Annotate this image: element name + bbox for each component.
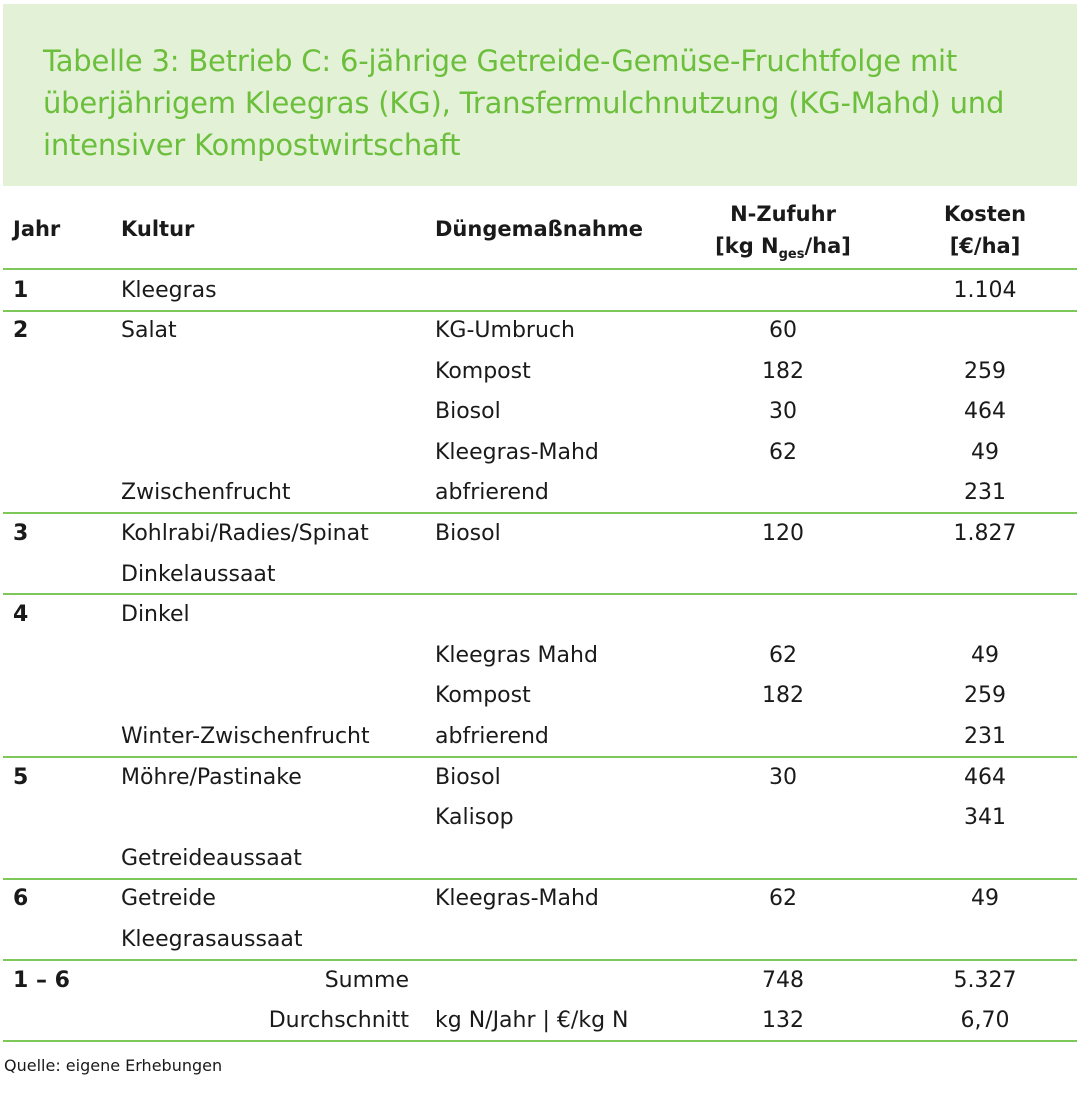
- cell-jahr: [13, 717, 103, 757]
- cell-kosten: 5.327: [953, 968, 1017, 993]
- cell-kultur: [121, 636, 431, 676]
- cell-kultur: [121, 352, 431, 392]
- rule-header: [3, 268, 1077, 270]
- table-row: [3, 392, 1077, 432]
- cell-jahr: 1 – 6: [13, 968, 70, 993]
- cell-n-zufuhr: [723, 473, 843, 513]
- table-row: [3, 271, 1077, 311]
- cell-jahr: [13, 433, 103, 473]
- header-kosten-line1: Kosten: [943, 202, 1027, 226]
- cell-kultur: Getreide: [121, 886, 216, 911]
- cell-kosten: [915, 920, 1055, 960]
- header-nzufuhr: [693, 198, 873, 271]
- cell-jahr: [13, 839, 103, 879]
- cell-kosten: 259: [964, 359, 1006, 384]
- cell-duengemassnahme: Kompost: [435, 359, 531, 384]
- cell-kultur: [121, 798, 431, 838]
- header-jahr: Jahr: [13, 217, 61, 241]
- cell-kultur: Dinkelaussaat: [121, 562, 276, 587]
- cell-jahr: 3: [13, 521, 29, 546]
- cell-duengemassnahme: Kompost: [435, 683, 531, 708]
- cell-n-zufuhr: 62: [769, 643, 797, 668]
- cell-kultur: Salat: [121, 318, 177, 343]
- cell-kultur: Möhre/Pastinake: [121, 765, 302, 790]
- cell-kosten: 341: [964, 805, 1006, 830]
- cell-kosten: 49: [971, 643, 999, 668]
- title-line-2: überjährigem Kleegras (KG), Transfermulchnutzung (KG-Mahd) und: [43, 86, 1005, 120]
- cell-jahr: [13, 392, 103, 432]
- cell-kultur: Kohlrabi/Radies/Spinat: [121, 521, 369, 546]
- cell-jahr: 4: [13, 602, 29, 627]
- table-row: [3, 839, 1077, 879]
- cell-n-zufuhr: [723, 920, 843, 960]
- cell-jahr: 5: [13, 765, 29, 790]
- table-row: [3, 595, 1077, 635]
- cell-n-zufuhr: 60: [769, 318, 797, 343]
- cell-duengemassnahme: kg N/Jahr | €/kg N: [435, 1008, 629, 1033]
- cell-jahr: 1: [13, 278, 29, 303]
- cell-n-zufuhr: 30: [769, 399, 797, 424]
- table-row: [3, 514, 1077, 554]
- cell-n-zufuhr: 30: [769, 765, 797, 790]
- source-note: Quelle: eigene Erhebungen: [4, 1056, 223, 1075]
- cell-n-zufuhr: [723, 839, 843, 879]
- cell-jahr: [13, 1001, 103, 1041]
- table-row: [3, 433, 1077, 473]
- nzufuhr-unit-sub: ges: [778, 247, 805, 262]
- header-kosten: [915, 198, 1055, 262]
- table-row: [3, 676, 1077, 716]
- cell-n-zufuhr: [723, 271, 843, 311]
- cell-kultur: Zwischenfrucht: [121, 480, 291, 505]
- cell-n-zufuhr: 182: [762, 683, 804, 708]
- table-row: [3, 920, 1077, 960]
- cell-kosten: 49: [971, 886, 999, 911]
- cell-kultur: Kleegras: [121, 278, 217, 303]
- cell-kultur: Kleegrasaussaat: [121, 927, 303, 952]
- cell-kosten: [915, 311, 1055, 351]
- cell-n-zufuhr: 132: [762, 1008, 804, 1033]
- table-row: [3, 717, 1077, 757]
- cell-duengemassnahme: [435, 595, 715, 635]
- header-kultur: Kultur: [121, 217, 195, 241]
- cell-duengemassnahme: [435, 961, 715, 1001]
- cell-jahr: [13, 473, 103, 513]
- cell-kosten: [915, 595, 1055, 635]
- cell-jahr: [13, 555, 103, 595]
- cell-kultur: Durchschnitt: [268, 1008, 409, 1033]
- cell-duengemassnahme: Kleegras-Mahd: [435, 886, 599, 911]
- nzufuhr-unit-post: /ha]: [804, 234, 851, 258]
- cell-jahr: [13, 920, 103, 960]
- table-row: [3, 758, 1077, 798]
- cell-kultur: [121, 676, 431, 716]
- cell-n-zufuhr: [723, 595, 843, 635]
- title-line-1: Tabelle 3: Betrieb C: 6-jährige Getreide-Gemüse-Fruchtfolge mit: [43, 44, 958, 78]
- table-header: [3, 190, 1077, 268]
- nzufuhr-unit-pre: [kg N: [715, 234, 779, 258]
- table-row: [3, 961, 1077, 1001]
- header-nzufuhr-line1: N-Zufuhr: [730, 202, 836, 226]
- table-row: [3, 311, 1077, 351]
- cell-n-zufuhr: 120: [762, 521, 804, 546]
- header-kosten-line2: [€/ha]: [949, 234, 1021, 258]
- cell-duengemassnahme: [435, 271, 715, 311]
- cell-kultur: Winter-Zwischenfrucht: [121, 724, 370, 749]
- cell-duengemassnahme: [435, 920, 715, 960]
- title-box: [3, 4, 1077, 186]
- cell-jahr: 2: [13, 318, 29, 343]
- header-nzufuhr-line2: [693, 230, 873, 271]
- cell-duengemassnahme: KG-Umbruch: [435, 318, 575, 343]
- cell-n-zufuhr: [723, 717, 843, 757]
- title-line-3: intensiver Kompostwirtschaft: [43, 128, 461, 162]
- cell-duengemassnahme: Biosol: [435, 521, 501, 546]
- cell-kosten: 6,70: [960, 1008, 1010, 1033]
- cell-kosten: [915, 839, 1055, 879]
- cell-duengemassnahme: [435, 555, 715, 595]
- cell-duengemassnahme: abfrierend: [435, 480, 549, 505]
- table-title: [43, 40, 1053, 166]
- cell-n-zufuhr: [723, 798, 843, 838]
- cell-n-zufuhr: 748: [762, 968, 804, 993]
- cell-kultur: Dinkel: [121, 602, 190, 627]
- cell-kultur: Getreideaussaat: [121, 846, 302, 871]
- cell-n-zufuhr: 182: [762, 359, 804, 384]
- cell-duengemassnahme: Biosol: [435, 765, 501, 790]
- cell-duengemassnahme: abfrierend: [435, 724, 549, 749]
- header-duengemassnahme: Düngemaßnahme: [435, 217, 643, 241]
- cell-jahr: [13, 798, 103, 838]
- cell-kosten: 1.827: [953, 521, 1017, 546]
- table-row: [3, 352, 1077, 392]
- cell-duengemassnahme: Kleegras-Mahd: [435, 440, 599, 465]
- cell-jahr: [13, 352, 103, 392]
- cell-kultur: Summe: [324, 968, 409, 993]
- table-row: [3, 879, 1077, 919]
- cell-n-zufuhr: 62: [769, 440, 797, 465]
- cell-kultur: [121, 392, 431, 432]
- cell-duengemassnahme: Biosol: [435, 399, 501, 424]
- cell-kultur: [121, 433, 431, 473]
- table-row: [3, 636, 1077, 676]
- cell-kosten: 464: [964, 399, 1006, 424]
- table-row: [3, 473, 1077, 513]
- cell-kosten: 464: [964, 765, 1006, 790]
- table-row: [3, 555, 1077, 595]
- table-row: [3, 1001, 1077, 1041]
- table-row: [3, 798, 1077, 838]
- cell-duengemassnahme: [435, 839, 715, 879]
- cell-duengemassnahme: Kalisop: [435, 805, 514, 830]
- cell-kosten: 231: [964, 724, 1006, 749]
- cell-jahr: 6: [13, 886, 29, 911]
- cell-duengemassnahme: Kleegras Mahd: [435, 643, 598, 668]
- cell-kosten: [915, 555, 1055, 595]
- cell-kosten: 231: [964, 480, 1006, 505]
- cell-n-zufuhr: [723, 555, 843, 595]
- cell-n-zufuhr: 62: [769, 886, 797, 911]
- cell-jahr: [13, 636, 103, 676]
- cell-kosten: 259: [964, 683, 1006, 708]
- cell-jahr: [13, 676, 103, 716]
- cell-kosten: 49: [971, 440, 999, 465]
- cell-kosten: 1.104: [953, 278, 1017, 303]
